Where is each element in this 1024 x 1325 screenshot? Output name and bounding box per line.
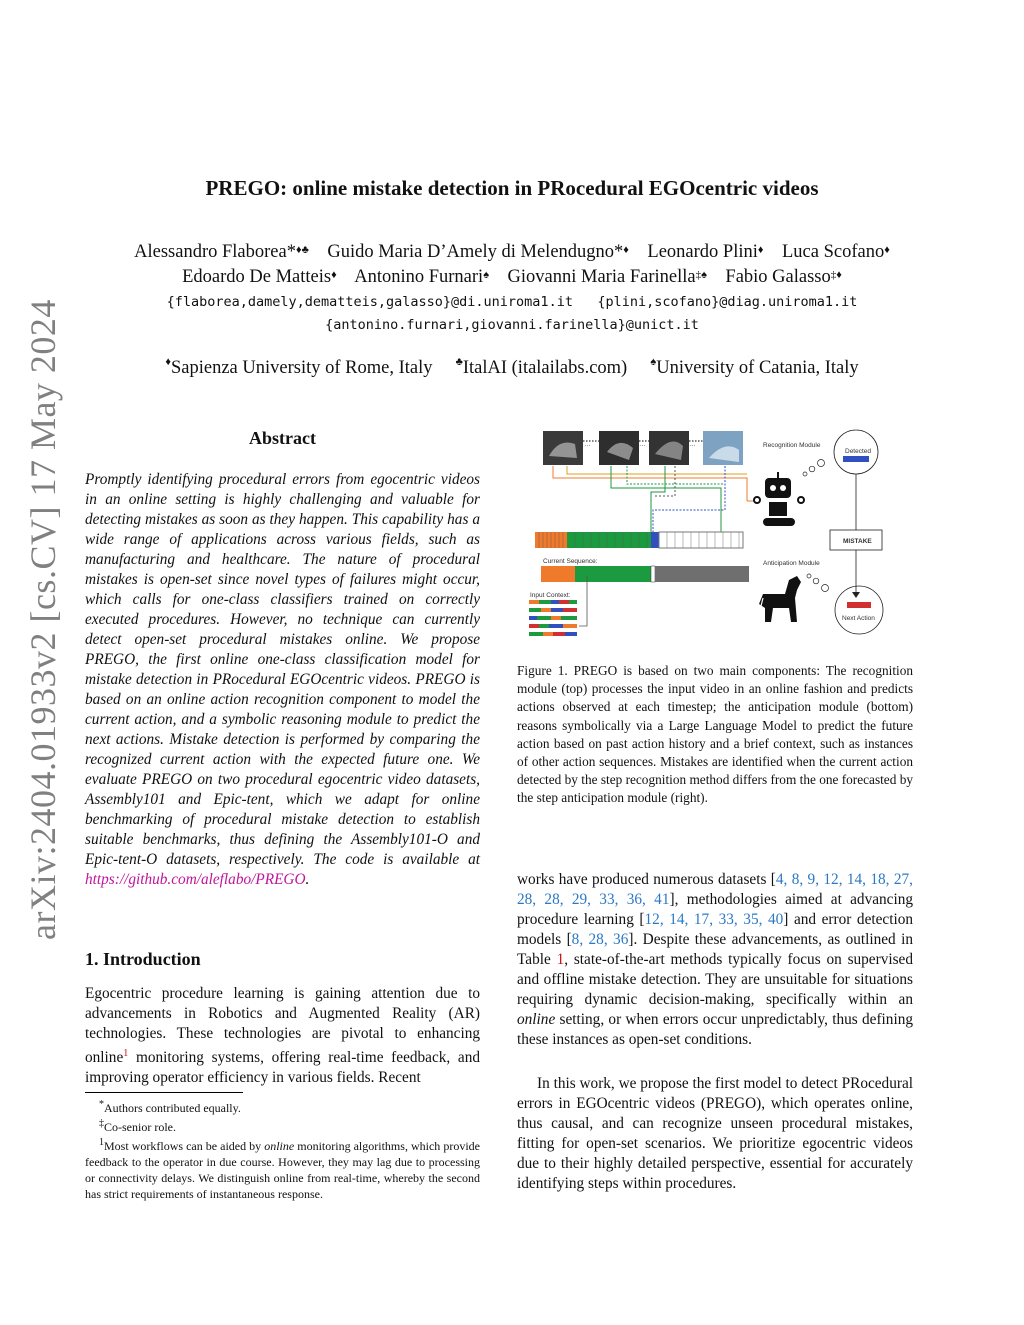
author: Edoardo De Matteis♦: [182, 267, 337, 287]
author: Fabio Galasso‡♦: [725, 267, 842, 287]
email-line-1: [60, 291, 964, 313]
current-sequence-label: Current Sequence:: [543, 558, 598, 565]
svg-text:…: …: [639, 441, 646, 448]
affiliation: ♣ItalAI (italailabs.com): [455, 356, 628, 378]
input-context-label: Input Context:: [530, 592, 571, 599]
affiliation: ♦Sapienza University of Rome, Italy: [165, 356, 433, 378]
footnote: ‡Co-senior role.: [99, 1118, 176, 1134]
robot-icon: [754, 472, 804, 526]
abstract-heading: Abstract: [249, 428, 316, 448]
email: {antonino.furnari,giovanni.farinella}@unict.it: [325, 317, 699, 333]
next-action-bar: [847, 602, 871, 608]
detected-action-bar: [843, 456, 869, 462]
right-paragraph-1: works have produced numerous datasets [4, 8, 9, 12, 14, 18, 27, 28, 28, 29, 33, 36, 41], methodologies aimed at advancing procedure learning [12, 14, 17, 33, 35, 40] and error detection models [8, 28, 36]. Despite these advancements, as outlined in Table 1, state-of-the-art methods typically focus on supervised and offline mistake detection. They are unsuitable for situations requiring dynamic decision-making, specifically within an online setting, or when errors occur unpredictably, thus defining these instances as open-set conditions.: [517, 871, 914, 1048]
arxiv-identifier: arXiv:2404.01933v2 [cs.CV] 17 May 2024: [23, 299, 63, 940]
paper-title: PREGO: online mistake detection in PRocedural EGOcentric videos: [205, 176, 819, 200]
author: Guido Maria D’Amely di Melendugno*♦: [327, 242, 629, 262]
abstract-body: Promptly identifying procedural errors from egocentric videos in an online setting is highly challenging and valuable for detecting mistakes as soon as they happen. This capability has a wide range of applications across various fields, such as manufacturing and healthcare. The nature of procedural mistakes is open-set since novel types of failures might occur, which calls for one-class classifiers trained on correctly executed procedures. However, no technique can currently detect open-set procedural mistakes online. We propose PREGO, the first online one-class classification model for mistake detection in PRocedural EGOcentric videos. PREGO is based on an online action recognition component to model the current action, and a symbolic reasoning module to predict the next actions. Mistake detection is performed by comparing the recognized current action with the expected future one. We evaluate PREGO on two procedural egocentric video datasets, Assembly101 and Epic-tent, which we adapt for online benchmarking of procedural mistake detection to establish suitable benchmarks, thus defining the Assembly101-O and Epic-tent-O datasets, respectively. The code is available at https://github.com/aleflabo/PREGO.: [85, 471, 480, 888]
footnotes: [85, 1097, 480, 1202]
footnote: $^1$Most workflows can be aided by online monitoring algorithms, which provide feedback to the operator in due course. However, they may lag due to processing or connectivity delays. We distinguish online from real-time, whereby the second has strict requirements of instantaneous response.: [85, 1137, 480, 1201]
input-context-rows: [529, 600, 577, 636]
llama-icon: [749, 576, 801, 622]
next-action-label: Next Action: [842, 615, 875, 622]
figure-caption: Figure 1. PREGO is based on two main components: The recognition module (top) processes the input video in an online fashion and predicts actions observed at each timestep; the anticipation module (bottom) reasons symbolically via a Large Language Model to predict the future action based on past action history and a brief context, such as instances of other action sequences. Mistakes are identified when the current action detected by the step recognition method differs from the one forecasted by the step anticipation module (right).: [517, 663, 913, 806]
anticipation-module-label: Anticipation Module: [763, 560, 820, 567]
affiliation: ♠University of Catania, Italy: [650, 356, 859, 378]
right-paragraph-2: In this work, we propose the first model to detect PRocedural errors in EGOcentric videos (PREGO), which operates online, thus causal, and can recognize unseen procedural mistakes, fitting for open-set scenarios. We prioritize egocentric videos due to their highly detailed perspective, essential for accurately identifying steps within procedures.: [517, 1075, 913, 1192]
author-line-2: [60, 265, 964, 289]
introduction-heading: 1. Introduction: [85, 949, 201, 969]
table-ref[interactable]: 1: [556, 951, 565, 968]
email: {flaborea,damely,dematteis,galasso}@di.uniroma1.it: [166, 294, 573, 310]
figure-1-diagram: [525, 426, 917, 654]
detected-label: Detected: [845, 448, 872, 455]
email: {plini,scofano}@diag.uniroma1.it: [597, 294, 858, 310]
citation-refs[interactable]: 12, 14, 17, 33, 35, 40: [644, 911, 784, 928]
author: Leonardo Plini♦: [647, 242, 764, 262]
code-link[interactable]: https://github.com/aleflabo/PREGO: [85, 871, 306, 888]
email-line-2: [60, 314, 964, 336]
current-sequence-bar: [541, 566, 749, 582]
footnote: *Authors contributed equally.: [99, 1099, 241, 1115]
mistake-label: MISTAKE: [843, 538, 872, 545]
author-line-1: [60, 240, 964, 264]
citation-refs[interactable]: 8, 28, 36: [571, 931, 629, 948]
svg-text:…: …: [689, 441, 696, 448]
affiliations: [60, 358, 964, 379]
footnote-divider: [85, 1092, 243, 1093]
footnote-ref[interactable]: 1: [123, 1048, 129, 1059]
intro-paragraph: Egocentric procedure learning is gaining attention due to advancements in Robotics and Augmented Reality (AR) technologies. These technologies are pivotal to enhancing online$^1$ monitoring systems, offering real-time feedback, and improving operator efficiency in various fields. Recent: [85, 985, 480, 1087]
author: Giovanni Maria Farinella‡♠: [507, 267, 707, 287]
citation-refs[interactable]: 4, 8, 9, 12, 14, 18, 27, 28, 28, 29, 33, 36, 41: [517, 871, 913, 908]
recognition-module-label: Recognition Module: [763, 442, 821, 449]
author: Antonino Furnari♠: [354, 267, 490, 287]
author: Alessandro Flaborea*♦♣: [134, 242, 309, 262]
author: Luca Scofano♦: [782, 242, 890, 262]
svg-text:…: …: [584, 441, 591, 448]
